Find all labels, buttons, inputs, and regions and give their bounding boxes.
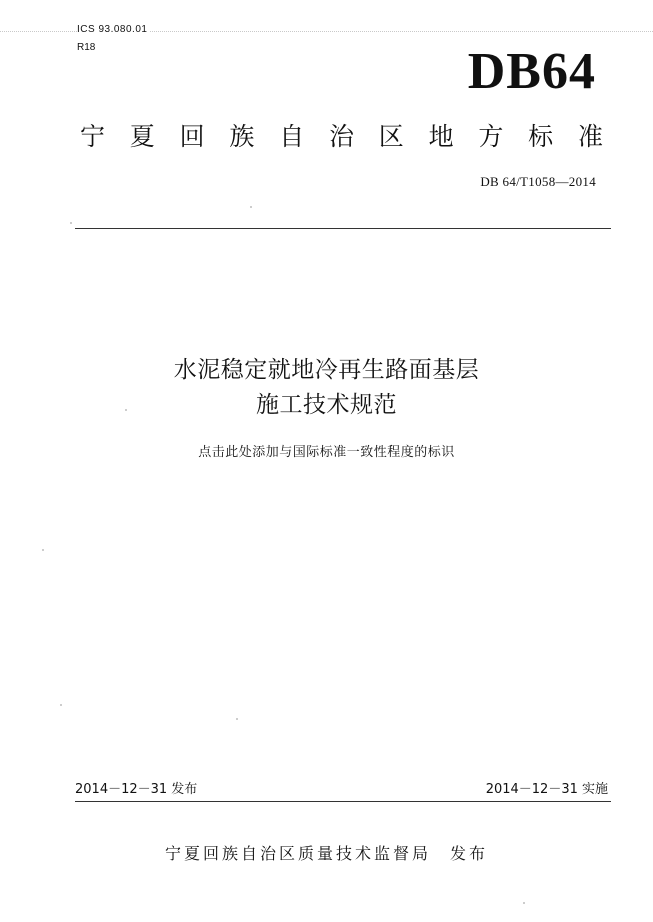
ics-code: ICS 93.080.01 [77,24,150,35]
document-number: DB 64/T1058—2014 [480,174,596,189]
standard-code: DB64 [467,43,596,100]
authority-char: 回 [179,122,205,151]
document-title-line-1: 水泥稳定就地冷再生路面基层 [173,357,480,383]
issuing-authority-title [80,124,603,149]
scan-speck [60,704,62,706]
document-title-line-2: 施工技术规范 [256,392,397,418]
authority-char: 准 [577,122,603,151]
scan-speck [70,222,72,224]
authority-char: 自 [279,122,305,151]
consistency-placeholder[interactable]: 点击此处添加与国际标准一致性程度的标识 [198,445,455,460]
scan-speck [523,902,525,904]
scan-speck [42,549,44,551]
authority-char: 治 [328,122,354,151]
implementation-date: 2014－12－31 实施 [485,782,608,797]
publisher-line: 宁夏回族自治区质量技术监督局 发布 [164,844,488,863]
scan-speck [236,718,238,720]
issue-date: 2014－12－31 发布 [75,782,198,797]
authority-char: 族 [229,122,255,151]
authority-char: 地 [428,122,454,151]
scan-speck [250,206,252,208]
authority-char: 宁 [80,122,106,151]
authority-char: 标 [528,122,554,151]
authority-char: 夏 [129,122,155,151]
classification-code: R18 [77,42,96,53]
authority-char: 区 [378,122,404,151]
footer-divider [75,801,611,802]
scan-speck [125,409,127,411]
header-divider [75,228,611,229]
authority-char: 方 [478,122,504,151]
